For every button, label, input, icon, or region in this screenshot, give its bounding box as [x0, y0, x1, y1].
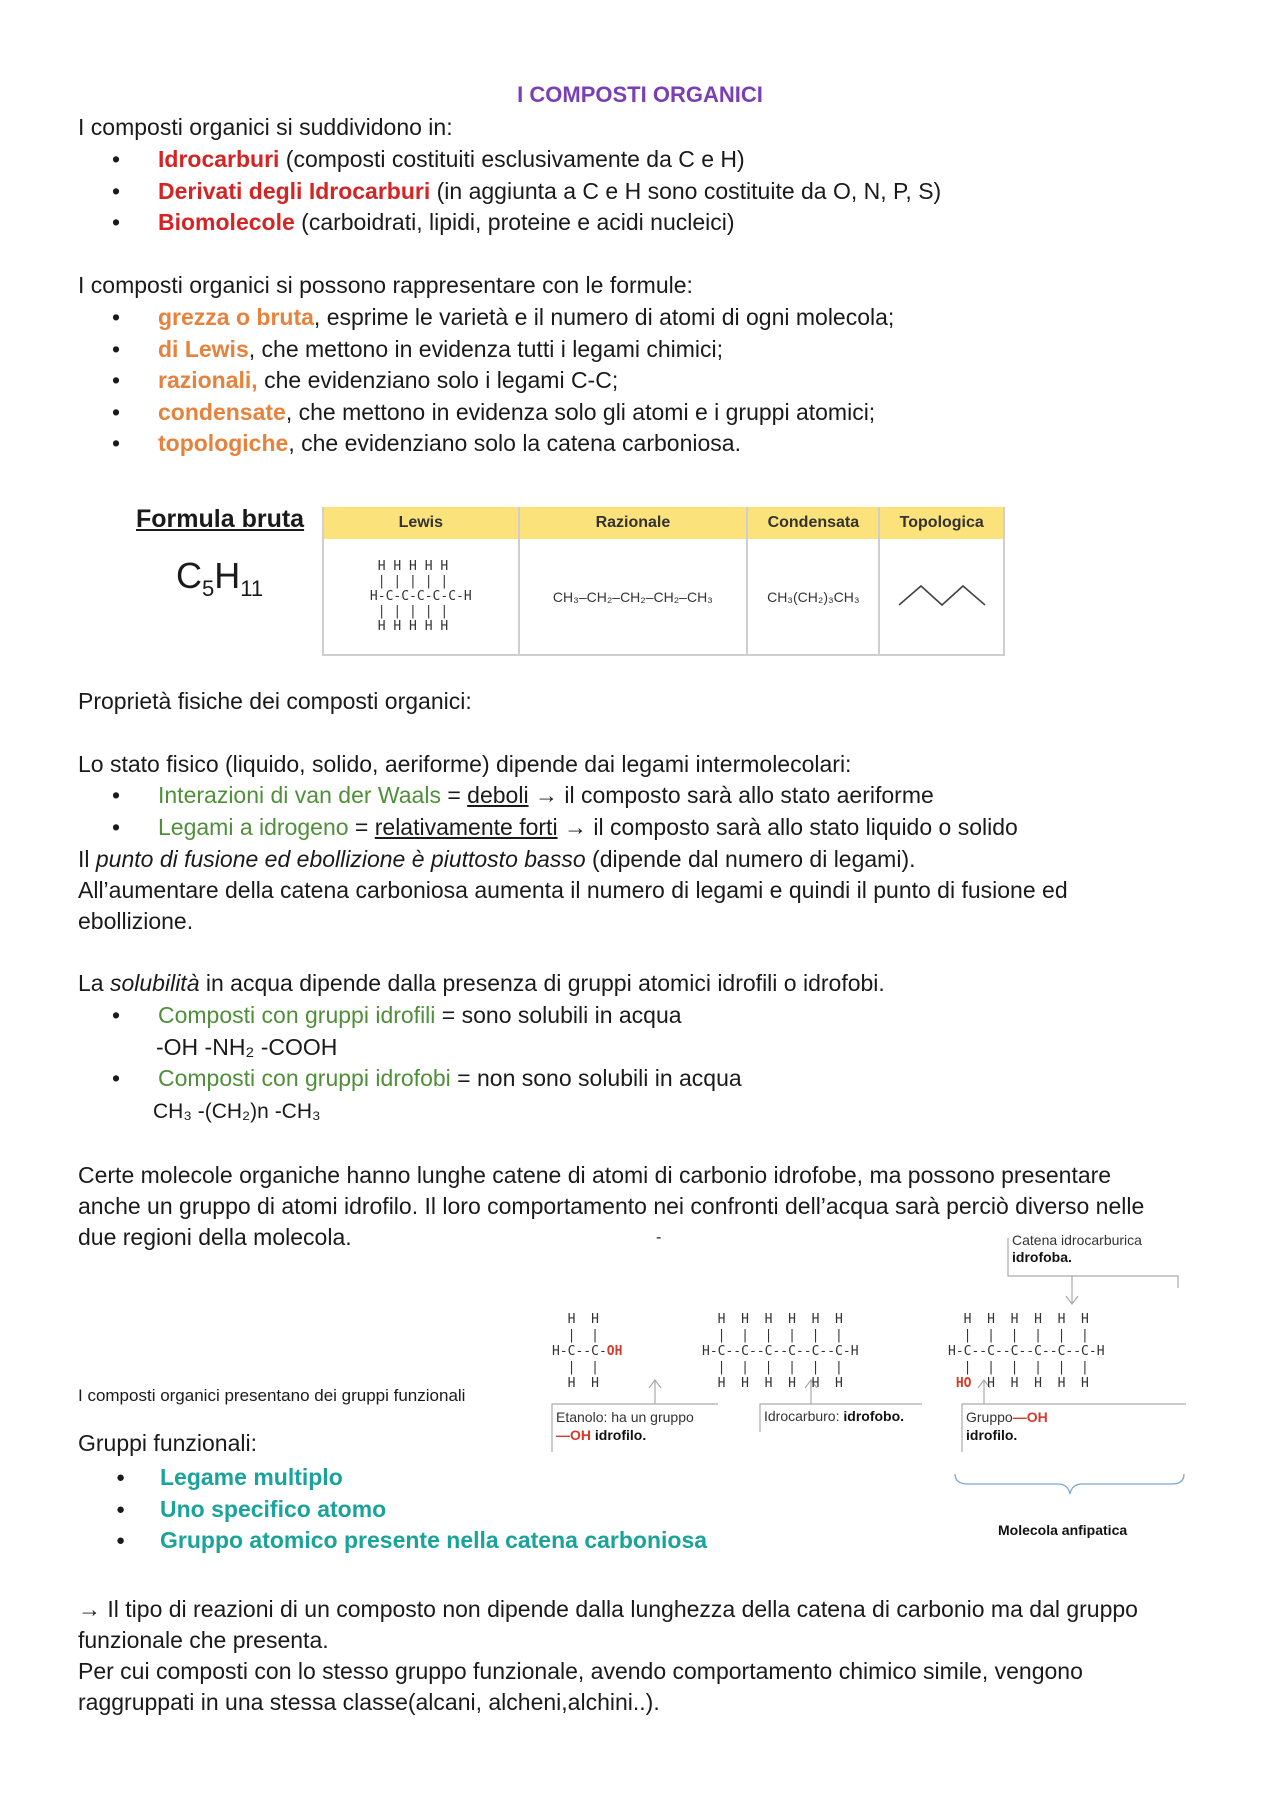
lewis-structure: H H H H H | | | | | H-C-C-C-C-C-H | | | | | H H H H H	[369, 559, 472, 634]
header-razionale: Razionale	[519, 507, 748, 539]
formula-bruta-label: Formula bruta	[136, 505, 305, 533]
interazioni-list	[112, 780, 1018, 843]
header-topologica: Topologica	[879, 507, 1004, 539]
list-item: • condensate, che mettono in evidenza solo gli atomi e i gruppi atomici;	[112, 397, 894, 429]
hydrocarbon-structure: H H H H H H | | | | | | H-C--C--C--C--C--C-H | | | | | | H H H H H H	[702, 1312, 859, 1391]
list-item: ● Legame multiplo	[114, 1462, 707, 1494]
gruppi-title: Gruppi funzionali:	[78, 1430, 257, 1456]
condensata-cell: CH₃(CH₂)₃CH₃	[747, 539, 879, 655]
list-item: • Derivati degli Idrocarburi (in aggiunta a C e H sono costituite da O, N, P, S)	[112, 176, 941, 208]
list-item: • razionali, che evidenziano solo i legami C-C;	[112, 365, 894, 397]
amphipathic-structure: H H H H H H | | | | | | H-C--C--C--C--C--C-H | | | | | | HO H H H H H	[948, 1312, 1105, 1391]
amphipathic-figure	[550, 1232, 1190, 1547]
gruppo-caption: Gruppo—OH idrofilo.	[966, 1409, 1048, 1443]
prop-title: Proprietà fisiche dei composti organici:	[78, 688, 472, 714]
stray-dash: -	[656, 1229, 662, 1246]
list-item: • Composti con gruppi idrofili = sono solubili in acqua	[112, 1000, 682, 1032]
list-item: • Idrocarburi (composti costituiti esclusivamente da C e H)	[112, 144, 941, 176]
etanolo-caption: Etanolo: ha un gruppo —OH idrofilo.	[556, 1409, 694, 1443]
list-item: • Biomolecole (carboidrati, lipidi, proteine e acidi nucleici)	[112, 207, 941, 239]
ethanol-structure: H H | | H-C--C-OH | | H H	[552, 1312, 623, 1391]
intro-text: I composti organici si suddividono in:	[78, 114, 453, 140]
formula-bruta-value: $C_5H_{11}$	[176, 555, 264, 602]
catena-line-1: All’aumentare della catena carboniosa aumenta il numero di legami e quindi il punto di fusione ed	[78, 877, 1068, 903]
list-item: ● Uno specifico atomo	[114, 1494, 707, 1526]
list-item: • di Lewis, che mettono in evidenza tutti i legami chimici;	[112, 334, 894, 366]
solubilita-text: La solubilità in acqua dipende dalla presenza di gruppi atomici idrofili o idrofobi.	[78, 970, 885, 996]
anfipatica-label: Molecola anfipatica	[998, 1522, 1128, 1538]
list-item: ● Gruppo atomico presente nella catena carboniosa	[114, 1525, 707, 1557]
lewis-cell	[323, 539, 519, 655]
formule-list	[112, 302, 894, 460]
anfi-line-2: anche un gruppo di atomi idrofilo. Il loro comportamento nei confronti dell’acqua sarà perciò diverso nelle	[78, 1193, 1145, 1219]
anfi-line-3: due regioni della molecola.	[78, 1224, 352, 1250]
idrofili-groups: -OH -NH₂ -COOH	[156, 1034, 338, 1060]
stato-intro: Lo stato fisico (liquido, solido, aeriforme) dipende dai legami intermolecolari:	[78, 751, 852, 777]
idrofobi-groups: CH₃ -(CH₂)n -CH₃	[153, 1100, 321, 1123]
list-item: • grezza o bruta, esprime le varietà e il numero di atomi di ogni molecola;	[112, 302, 894, 334]
list-item: • Legami a idrogeno = relativamente forti → il composto sarà allo stato liquido o solido	[112, 812, 1018, 844]
conclusion-line-1: → Il tipo di reazioni di un composto non dipende dalla lunghezza della catena di carbonio ma dal gruppo	[78, 1596, 1138, 1622]
zigzag-icon	[897, 583, 987, 607]
conclusion-line-3: Per cui composti con lo stesso gruppo funzionale, avendo comportamento chimico simile, vengono	[78, 1658, 1083, 1684]
conclusion-line-2: funzionale che presenta.	[78, 1627, 329, 1653]
classes-list	[112, 144, 941, 239]
idrofili-list	[112, 1000, 682, 1032]
formule-intro: I composti organici si possono rappresentare con le formule:	[78, 272, 693, 298]
catena-caption: Catena idrocarburica idrofoba.	[1012, 1232, 1142, 1265]
anfi-line-1: Certe molecole organiche hanno lunghe catene di atomi di carbonio idrofobe, ma possono presentare	[78, 1162, 1112, 1188]
idrofobi-list	[112, 1063, 742, 1095]
list-item: • Composti con gruppi idrofobi = non sono solubili in acqua	[112, 1063, 742, 1095]
razionale-cell: CH₃–CH₂–CH₂–CH₂–CH₃	[519, 539, 748, 655]
conclusion-line-4: raggruppati in una stessa classe(alcani, alcheni,alchini..).	[78, 1689, 660, 1715]
gruppi-small-text: I composti organici presentano dei gruppi funzionali	[78, 1386, 466, 1405]
list-item: • Interazioni di van der Waals = deboli → il composto sarà allo stato aeriforme	[112, 780, 1018, 812]
formula-table	[322, 507, 1005, 656]
list-item: • topologiche, che evidenziano solo la catena carboniosa.	[112, 428, 894, 460]
page-title: I COMPOSTI ORGANICI	[517, 82, 763, 107]
header-condensata: Condensata	[747, 507, 879, 539]
header-lewis: Lewis	[323, 507, 519, 539]
catena-line-2: ebollizione.	[78, 908, 194, 934]
topologica-cell	[879, 539, 1004, 655]
fusione-text: Il punto di fusione ed ebollizione è piuttosto basso (dipende dal numero di legami).	[78, 846, 916, 872]
idrocarburo-caption: Idrocarburo: idrofobo.	[764, 1408, 905, 1424]
